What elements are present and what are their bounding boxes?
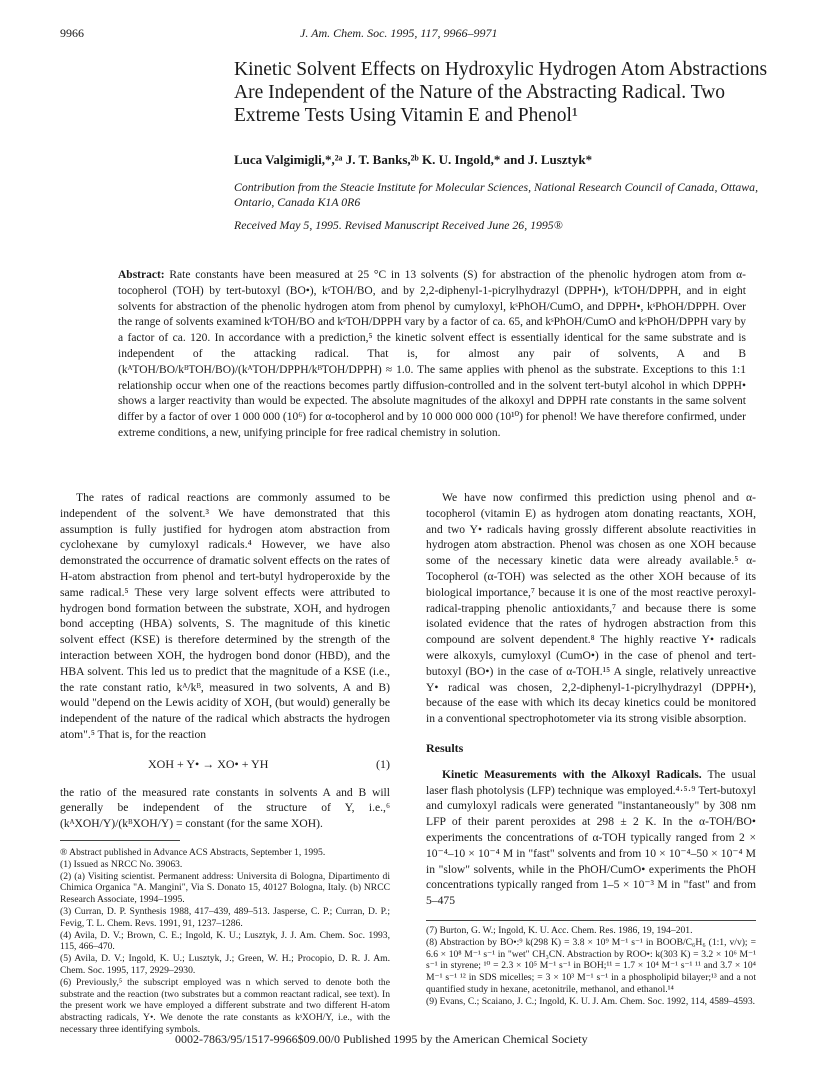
body-paragraph: We have now confirmed this prediction using phenol and α-tocopherol (vitamin E) as hydrogen atom donating reactants, XOH, and two Y• radicals having grossly different absolute reactivities in hydrogen atom abstraction. Phenol was chosen as one XOH because some of the necessary kinetic data were already available.⁵ α-Tocopherol (α-TOH) was selected as the other XOH because of its biological importance,⁷ because it is one of the most reactive peroxyl-radical-trapping phenolic antioxidants,⁷ and because there is some isolated evidence that the rates of hydrogen abstraction from this compound are solvent dependent.⁸ The highly reactive Y• radicals were alkoxyls, cumyloxyl (CumO•) in the case of phenol and tert-butoxyl (BO•) in the case of α-TOH.¹⁵ A single, relatively unreactive Y• radical was chosen, 2,2-diphenyl-1-picrylhydrazyl (DPPH•), because of the ease with which its decay kinetics could be monitored in a conventional spectrophotometer via its strong visible absorption. (426, 491, 756, 726)
footnote: (8) Abstraction by BO•:⁹ k(298 K) = 3.8 × 10⁹ M⁻¹ s⁻¹ in BOOB/C₆H₆ (1:1, v/v); = 6.6 × 10⁸ M⁻¹ s⁻¹ in "wet" CH₃CN. Abstraction by ROO•: k(303 K) = 3.2 × 10⁶ M⁻¹ s⁻¹ in styrene; ¹⁰ = 2.3 × 10⁵ M⁻¹ s⁻¹ in BOH;¹¹ = 1.7 × 10⁴ M⁻¹ s⁻¹ ¹¹ and 3.7 × 10⁴ M⁻¹ s⁻¹ ¹² in SDS micelles; = 3 × 10³ M⁻¹ s⁻¹ in a phospholipid bilayer;¹³ and a not quantified study in hexane, acetonitrile, methanol, and ethanol.¹⁴ (426, 936, 756, 995)
footnote: (5) Avila, D. V.; Ingold, K. U.; Lusztyk, J.; Green, W. H.; Procopio, D. R. J. Am. Chem. Soc. 1995, 117, 2929–2930. (60, 953, 390, 976)
journal-citation: J. Am. Chem. Soc. 1995, 117, 9966–9971 (300, 26, 498, 40)
abstract-label: Abstract: (118, 269, 165, 281)
footnote: (4) Avila, D. V.; Brown, C. E.; Ingold, K. U.; Lusztyk, J. J. Am. Chem. Soc. 1993, 115, 466–470. (60, 929, 390, 953)
footnote-divider (426, 920, 756, 921)
footnote-divider (60, 840, 180, 841)
footnote: (7) Burton, G. W.; Ingold, K. U. Acc. Chem. Res. 1986, 19, 194–201. (426, 925, 693, 936)
author-list: Luca Valgimigli,*,²ᵃ J. T. Banks,²ᵇ K. U. Ingold,* and J. Lusztyk* (234, 152, 593, 167)
article-title: Kinetic Solvent Effects on Hydroxylic Hydrogen Atom Abstractions Are Independent of the Nature of the Abstracting Radical. Two Extreme Tests Using Vitamin E and Phenol¹ (234, 59, 768, 126)
footnote: (9) Evans, C.; Scaiano, J. C.; Ingold, K. U. J. Am. Chem. Soc. 1992, 114, 4589–4593. (426, 995, 756, 1007)
footnote: (6) Previously,⁵ the subscript employed was n which served to denote both the substrate and the reaction (two substrates but a common reactant radical, see text). In the present work we have employed a different substrate and two different H-atom abstracting radicals, Y•. We denote the rate constants as kˢXOH/Y, i.e., with the necessary three identifying symbols. (60, 976, 390, 1035)
results-text: The usual laser flash photolysis (LFP) technique was employed.⁴·⁵·⁹ Tert-butoxyl and cumyloxyl radicals were generated "instantaneously" by 308 nm LFP of their parent peroxides at 298 ± 2 K. In the α-TOH/BO• experiments the concentrations of α-TOH typically ranged from 2 × 10⁻⁴–10 × 10⁻⁴ M in "fast" solvents and from 10 × 10⁻⁴–50 × 10⁻⁴ M in "slow" solvents, while in the PhOH/CumO• experiments the PhOH concentrations typically ranged from 1–5 × 10⁻³ M in "fast" and from 5–475 (426, 767, 756, 908)
affiliation: Contribution from the Steacie Institute for Molecular Sciences, National Research Council of Canada, Ottawa, Ontario, Canada K1A 0R6 (234, 180, 759, 209)
right-column (426, 490, 756, 909)
equation-number: (1) (376, 756, 390, 771)
equation-text: XOH + Y• → XO• + YH (148, 756, 269, 771)
left-column (60, 490, 390, 1036)
footnote: (3) Curran, D. P. Synthesis 1988, 417–439, 489–513. Jasperse, C. P.; Curran, D. P.; Fevig, T. L. Chem. Revs. 1991, 91, 1237–1286. (60, 905, 390, 929)
page-footer: 0002-7863/95/1517-9966$09.00/0 Published 1995 by the American Chemical Society (175, 1032, 588, 1046)
intro-paragraph: The rates of radical reactions are commonly assumed to be independent of the solvent.³ We have demonstrated that this assumption is fully justified for hydrogen atom abstraction from cyclohexane by cumyloxyl radicals.⁴ However, we have also demonstrated the occurrence of dramatic solvent effects on the rates of H-atom abstraction from phenol and tert-butyl hydroperoxide by the same radical.⁵ These very large solvent effects were attributed to hydrogen bond formation between the substrate, XOH, and hydrogen bond accepting (HBA) solvents, S. The magnitude of this kinetic solvent effect (KSE) is therefore determined by the strength of the interaction between XOH, the hydrogen bond donor (HBD), and the HBA solvent. This led us to predict that the magnitude of a KSE (i.e., the rate constant ratio, kᴬ/kᴮ, measured in two solvents, A and B) would "depend on the Lewis acidity of XOH, (but would) generally be independent of the nature of the radical which abstracts the hydrogen atom".⁵ That is, for the reaction (60, 491, 390, 741)
results-heading: Results (426, 740, 464, 755)
abstract-text: Rate constants have been measured at 25 °C in 13 solvents (S) for abstraction of the phenolic hydrogen atom from α-tocopherol (TOH) by tert-butoxyl (BO•), kˢTOH/BO, and by 2,2-diphenyl-1-picrylhydrazyl (DPPH•), kˢTOH/DPPH, and in eight solvents for abstraction of the phenolic hydrogen atom from phenol by cumyloxyl, kˢPhOH/CumO, and DPPH•, kˢPhOH/DPPH. Over the range of solvents examined kˢTOH/BO and kˢTOH/DPPH vary by a factor of ca. 65, and kˢPhOH/CumO and kˢPhOH/DPPH vary by a factor of ca. 120. In accordance with a prediction,⁵ the kinetic solvent effect is essentially identical for the same substrate and is independent of the attacking radical. That is, for almost any pair of solvents, A and B (kᴬTOH/BO/kᴮTOH/BO)/(kᴬTOH/DPPH/kᴮTOH/DPPH) ≈ 1.0. The same applies with phenol as the substrate. Exceptions to this 1:1 relationship occur when one of the reactions becomes partly diffusion-controlled and in the solvent tert-butyl alcohol in which DPPH• shows a larger reactivity than would be expected. The absolute magnitudes of the alkoxyl and DPPH rate constants in the same solvent differ by a factor of over 1 000 000 (10⁶) for α-tocopherol and by 10 000 000 000 (10¹⁰) for phenol! We have therefore confirmed, under extreme conditions, a new, unifying principle for free radical chemistry in solution. (118, 269, 747, 439)
body-paragraph: the ratio of the measured rate constants in solvents A and B will generally be independent of the structure of Y, i.e.,⁶ (kᴬXOH/Y)/(kᴮXOH/Y) = constant (for the same XOH). (60, 785, 390, 831)
results-paragraph (426, 767, 756, 909)
footnotes-right (426, 920, 756, 1008)
footnotes-left (60, 847, 390, 1036)
abstract (118, 268, 746, 442)
received-dates: Received May 5, 1995. Revised Manuscript Received June 26, 1995® (234, 218, 563, 232)
subheading: Kinetic Measurements with the Alkoxyl Radicals. (442, 767, 702, 781)
footnote: ® Abstract published in Advance ACS Abstracts, September 1, 1995. (60, 846, 326, 858)
page-number: 9966 (60, 26, 84, 40)
equation-1 (60, 757, 390, 773)
footnote: (2) (a) Visiting scientist. Permanent address: Universita di Bologna, Dipartimento di Chimica Organica "A. Mangini", Via S. Donato 15, 40127 Bologna, Italy. (b) NRCC Research Associate, 1994–1995. (60, 870, 390, 906)
footnote: (1) Issued as NRCC No. 39063. (60, 858, 183, 870)
